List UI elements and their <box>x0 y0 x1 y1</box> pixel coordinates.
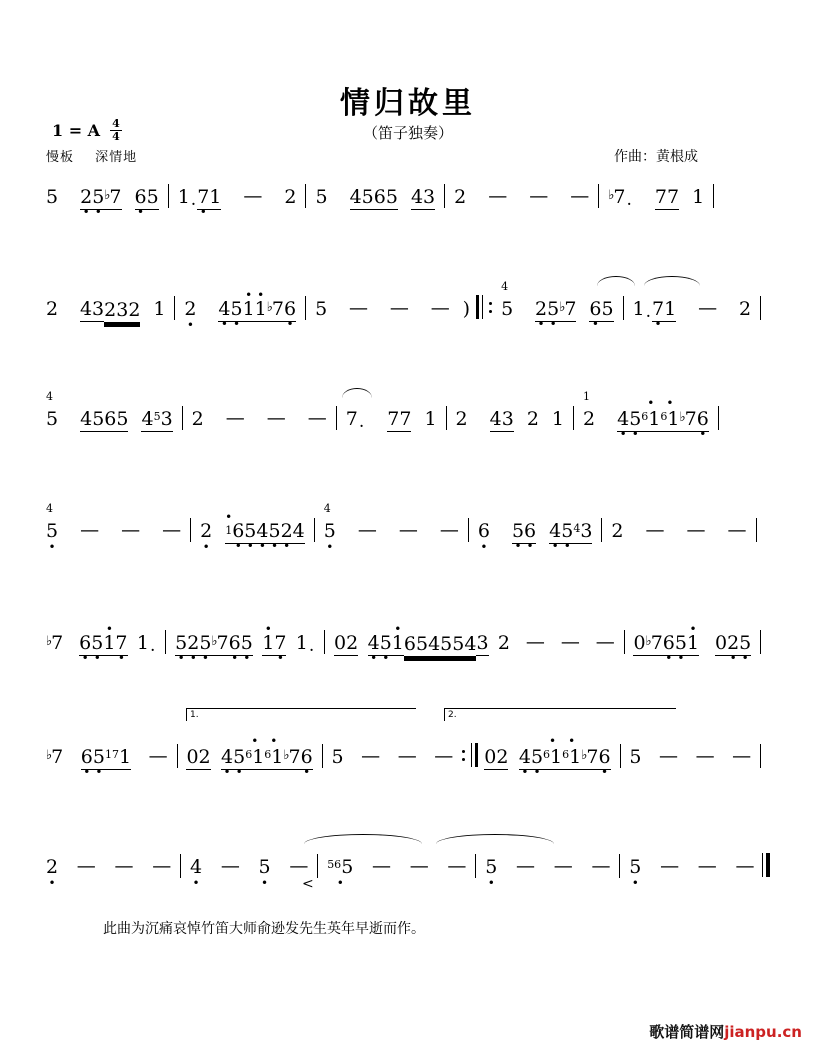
note: 1 <box>177 186 190 208</box>
note: 2 • <box>46 857 58 880</box>
note: 6 <box>373 186 386 208</box>
music-system-5: ♭7 6 • 5 • • 1 7 • 1 . 5 • 2 • 5 • ♭7 6 • 5 • • 1 7 • 1 . 0 2 4 • 5 • • 1 6 • 5 • 4 • 5 • 5 • 4 3 2 — — — 0 ♭7 6 • 5 • • 1 0 2 • 5 • <box>46 622 770 674</box>
note: 2 • <box>184 299 196 322</box>
barline <box>177 744 178 768</box>
note: 5 • <box>629 857 641 880</box>
note: • 1 <box>262 633 274 656</box>
barline <box>760 744 761 768</box>
note: 5 <box>361 186 374 208</box>
watermark-cn: 歌谱简谱网 <box>649 1023 725 1041</box>
note: 5 <box>146 186 159 208</box>
note: $^4$ 5 • <box>324 499 336 544</box>
note: ♭7 <box>679 408 697 430</box>
note: 6 • <box>478 521 490 544</box>
barline <box>305 184 306 208</box>
note: 4 <box>349 186 362 208</box>
note: 5 • <box>230 299 242 322</box>
volta-2-bracket: 2. <box>444 708 676 721</box>
note: 6 • <box>284 299 296 322</box>
note: 2 <box>454 186 467 208</box>
note: 2 <box>346 632 359 654</box>
note: 5 <box>46 186 59 208</box>
note: 4 • <box>368 633 380 656</box>
time-signature-numerator: 4 <box>112 117 120 130</box>
barline <box>468 518 469 542</box>
note: 4 • <box>519 747 531 770</box>
note: 2 <box>191 408 204 430</box>
note: 6 • <box>135 187 147 210</box>
tie-slur <box>597 276 635 286</box>
note: 6 • <box>697 409 709 432</box>
note: 5 • <box>268 521 280 544</box>
note: ♭7 <box>266 298 284 320</box>
rest: 0 <box>714 632 728 654</box>
note: 1 <box>632 298 645 320</box>
barline <box>324 630 325 654</box>
tempo-marking <box>46 146 137 165</box>
note: 1 <box>424 408 437 430</box>
note: 3 <box>92 298 105 320</box>
note: 7 • <box>274 633 286 656</box>
note: 2 <box>46 298 59 320</box>
note: ♭7 <box>46 632 64 654</box>
time-signature-denominator: 4 <box>112 129 120 143</box>
note: 5 • <box>440 634 452 656</box>
note: • $^6$1 <box>245 745 264 770</box>
note: 5 • <box>175 633 187 656</box>
note: 2 • <box>281 521 293 544</box>
note: 6 • <box>589 299 601 322</box>
note-extension: — <box>243 185 263 207</box>
note: • 1 <box>687 633 699 656</box>
note: $^{17}$1 <box>104 746 132 768</box>
note: 4 • <box>428 634 440 656</box>
barline <box>713 184 714 208</box>
note: 4 • <box>549 521 561 544</box>
note: 5 • <box>93 747 105 770</box>
music-system-6: 1. 2. ♭7 6 • 5 • $^{17}$1 — 0 2 4 • 5 • • $^6$1 • $^6$1 ♭7 6 • 5 — — — 0 2 4 • 5 • • $^6$1 • $^6$1 ♭7 6 • 5 — — — <box>46 736 770 788</box>
note: 5 • <box>199 633 211 656</box>
phrase-end-mark: ) <box>462 298 471 320</box>
note: 2 <box>455 408 468 430</box>
note: ♭7 <box>608 186 626 208</box>
note: • 1 <box>255 299 267 322</box>
note: • 1 <box>243 299 255 322</box>
music-system-3: $^4$ 5 4 5 6 5 4 $^5$3 2 — — — 7 . 7 7 1 2 4 3 2 1 $^1$ 2 4 • 5 • • $^6$1 • $^6$1 ♭7 6 • <box>46 398 770 450</box>
note: 5 • <box>452 634 464 656</box>
grace-note: • 1 <box>225 521 232 544</box>
repeat-start-sign <box>476 294 495 320</box>
barline <box>174 296 175 320</box>
barline <box>322 744 323 768</box>
footnote: 此曲为沉痛哀悼竹笛大师俞逊发先生英年早逝而作。 <box>103 921 425 937</box>
note: 4 <box>410 186 424 208</box>
note: 6 • <box>301 747 313 770</box>
note: 1 <box>551 408 564 430</box>
note: 1 <box>153 298 166 320</box>
note: 7 <box>654 186 667 208</box>
note: • $^6$1 <box>660 407 679 432</box>
note: 6 • <box>404 634 416 656</box>
note: 7 • <box>115 633 127 656</box>
barline <box>756 518 757 542</box>
note: 5 <box>629 746 642 768</box>
barline <box>444 184 445 208</box>
note: 5 <box>601 298 614 320</box>
note: 2 <box>496 746 509 768</box>
barline <box>446 406 447 430</box>
note: 2 <box>198 746 211 768</box>
note: 5 • <box>485 857 497 880</box>
note: 3 <box>476 632 489 654</box>
barline <box>760 630 761 654</box>
note: 5 • <box>92 187 104 210</box>
note: 6 • <box>598 747 610 770</box>
note: ♭7 <box>645 632 663 654</box>
note: 4 <box>292 520 305 542</box>
note: 2 • <box>80 187 92 210</box>
note: • $^6$1 <box>264 745 283 770</box>
note: 5 • <box>233 747 245 770</box>
barline <box>190 518 191 542</box>
tie-slur <box>436 834 554 844</box>
note: • $^6$1 <box>543 745 562 770</box>
barline <box>624 630 625 654</box>
page-title: 情归故里 <box>340 86 476 121</box>
note: 4 <box>80 408 93 430</box>
note: 7 • <box>652 299 664 322</box>
note: 5 • <box>561 521 573 544</box>
barline <box>168 184 169 208</box>
note: 5 • <box>91 633 103 656</box>
note: 4 • <box>218 299 230 322</box>
note: 5 • <box>416 634 428 656</box>
note: 5 <box>331 746 344 768</box>
note: • $^6$1 <box>641 407 660 432</box>
note: 2 <box>284 186 297 208</box>
note: 2 • <box>187 633 199 656</box>
note: $^1$ 2 <box>583 390 596 430</box>
barline <box>573 406 574 430</box>
music-system-7: 2 • — — — 4 • — 5 • — $^{56}$5 • — — — 5 • — — — 5 • — — — < <box>46 846 770 898</box>
note: 6 • <box>663 633 675 656</box>
note: 7 • <box>197 187 209 210</box>
note: 4 <box>489 408 502 430</box>
note: 7 <box>666 186 680 208</box>
note: 5 <box>92 408 105 430</box>
note: 4 <box>141 408 154 430</box>
music-system-1: 5 2 • 5 • ♭7 6 • 5 1 . 7 • 1 — 2 5 4 5 6 5 4 3 2 — — — ♭7 . 7 7 1 <box>46 176 770 228</box>
note: 5 • <box>547 299 559 322</box>
note: 4 <box>79 298 93 320</box>
note: 6 • <box>524 521 536 544</box>
note: 2 • <box>727 633 739 656</box>
note: • 1 <box>392 633 404 656</box>
volta-1-bracket: 1. <box>186 708 416 721</box>
rest: 0 <box>484 746 497 768</box>
barline <box>314 518 315 542</box>
barline <box>620 744 621 768</box>
barline <box>182 406 183 430</box>
barline <box>598 184 599 208</box>
note: $^{56}$5 • <box>327 855 353 880</box>
note: 4 • <box>190 857 202 880</box>
barline <box>718 406 719 430</box>
rest: 0 <box>633 632 646 654</box>
note: 6 <box>104 408 117 430</box>
note: $^5$3 <box>153 408 173 430</box>
note: 2 • <box>200 521 212 544</box>
music-system-4: $^4$ 5 • — — — 2 • • 1 6 • 5 • 4 • 5 • 2 • 4 $^4$ 5 • — — — 6 • 5 • 6 • 4 • 5 • $^4$3 2 — — — <box>46 510 770 562</box>
barline <box>760 296 761 320</box>
barline <box>317 854 318 878</box>
composer-credit: 作曲：黄根成 <box>614 149 698 165</box>
note: 5 <box>116 408 129 430</box>
page-subtitle: （笛子独奏） <box>362 124 453 142</box>
repeat-end-sign <box>459 742 478 768</box>
note: 7 <box>345 408 358 430</box>
barline <box>180 854 181 878</box>
note: 6 • <box>229 633 241 656</box>
note: 5 <box>315 186 328 208</box>
note: 5 • <box>739 633 751 656</box>
note: 5 <box>385 186 398 208</box>
note: 2 <box>104 299 117 321</box>
final-barline <box>762 852 770 878</box>
note: 5 <box>315 298 328 320</box>
note: 4 • <box>256 521 268 544</box>
diminuendo-mark: < <box>302 876 314 892</box>
note: 3 <box>423 186 436 208</box>
note: 4 • <box>221 747 233 770</box>
note: 5 • <box>629 409 641 432</box>
note: 1 <box>136 632 149 654</box>
note: 1 <box>295 632 308 654</box>
music-system-2: 2 4 3 2 3 2 1 2 • 4 • 5 • • 1 • 1 ♭7 6 • 5 — — — ) $^4$ 5 2 • 5 • ♭7 6 • 5 1 . 7 • 1 — 2 <box>46 288 770 340</box>
barline <box>165 630 166 654</box>
note: 7 <box>399 408 412 430</box>
note: $^4$3 <box>573 520 593 542</box>
watermark-en: jianpu.cn <box>724 1023 802 1041</box>
barline <box>475 854 476 878</box>
note: 5 • <box>531 747 543 770</box>
key-signature-text: 1 = A <box>52 120 101 140</box>
note: 6 • <box>81 747 93 770</box>
note: 1 <box>664 298 677 320</box>
note: • $^6$1 <box>562 745 581 770</box>
note: 2 <box>497 632 511 654</box>
note: ♭7 <box>559 298 577 320</box>
note: 6 • <box>232 521 244 544</box>
note: ♭7 <box>104 186 122 208</box>
note: 2 <box>526 408 539 430</box>
note: 5 • <box>259 857 271 880</box>
barline <box>336 406 337 430</box>
barline <box>601 518 602 542</box>
note: 1 <box>209 186 222 208</box>
note: $^4$ 5 <box>46 390 59 430</box>
note: 2 • <box>535 299 547 322</box>
note: 2 <box>128 299 141 321</box>
barline <box>619 854 620 878</box>
ornament-slur <box>342 388 372 398</box>
note: ♭7 <box>283 746 301 768</box>
note: 5 • <box>380 633 392 656</box>
note: 5 • <box>675 633 687 656</box>
note: 2 <box>738 298 752 320</box>
note: • 1 <box>103 633 115 656</box>
note: 5 • <box>241 633 253 656</box>
note: 4 <box>464 633 477 655</box>
note: 4 • <box>617 409 629 432</box>
note: 6 • <box>79 633 91 656</box>
rest: 0 <box>186 746 199 768</box>
note: ♭7 <box>46 746 64 768</box>
note: 1 <box>692 186 705 208</box>
barline <box>305 296 306 320</box>
note: $^4$ 5 • <box>46 499 58 544</box>
tie-slur <box>644 276 700 286</box>
note: 5 • <box>244 521 256 544</box>
note: $^4$ 5 <box>501 280 514 320</box>
watermark <box>649 1021 802 1042</box>
barline <box>623 296 624 320</box>
note: ♭7 <box>581 746 599 768</box>
note: 3 <box>501 408 514 430</box>
tie-slur <box>304 834 422 844</box>
tempo-mark-1: 慢板 <box>46 150 75 165</box>
note: 3 <box>116 299 129 321</box>
note: 7 <box>387 408 400 430</box>
note: 2 <box>611 520 624 542</box>
rest: 0 <box>334 632 347 654</box>
note: 5 • <box>512 521 524 544</box>
tempo-mark-2: 深情地 <box>95 150 138 165</box>
note: ♭7 <box>211 632 229 654</box>
